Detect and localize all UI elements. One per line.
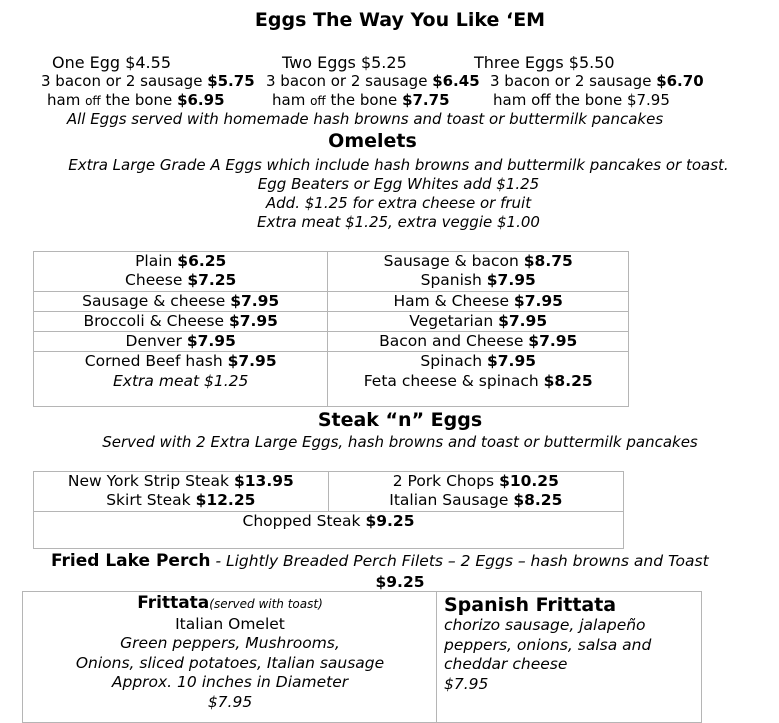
spanish-frittata-line: peppers, onions, salsa and [444, 635, 652, 654]
frittata-line: Green peppers, Mushrooms, [120, 634, 340, 652]
spanish-frittata-title: Spanish Frittata [444, 594, 617, 616]
eggs-note: All Eggs served with homemade hash browns and toast or buttermilk pancakes [66, 110, 664, 128]
table-row [34, 472, 624, 512]
frittata-box [22, 591, 437, 723]
spanish-frittata-line: chorizo sausage, jalapeño [444, 616, 646, 634]
table-row [34, 311, 629, 331]
two-eggs-ham: ham off the bone $7.75 [272, 91, 450, 109]
omelet-cell [328, 352, 629, 407]
perch-line: Fried Lake Perch - Lightly Breaded Perch Filets – 2 Eggs – hash browns and Toast [51, 551, 709, 571]
omelet-cell: Sausage & cheese $7.95 [34, 291, 328, 311]
frittata-name: Italian Omelet [175, 614, 285, 633]
omelets-title: Omelets [328, 130, 417, 152]
omelet-cell [328, 252, 629, 292]
omelet-item: Spanish $7.95 [420, 271, 536, 290]
omelets-table [33, 251, 629, 407]
one-egg-price: One Egg $4.55 [52, 53, 171, 72]
steak-item: Italian Sausage $8.25 [389, 491, 563, 510]
steak-note: Served with 2 Extra Large Eggs, hash browns and toast or buttermilk pancakes [102, 433, 698, 451]
two-eggs-bacon: 3 bacon or 2 sausage $6.45 [266, 72, 480, 90]
frittata-heading: Frittata(served with toast) [137, 593, 323, 613]
frittata-line: Approx. 10 inches in Diameter [111, 673, 349, 691]
omelet-item: Spinach $7.95 [420, 352, 537, 371]
steak-title: Steak “n” Eggs [317, 409, 483, 431]
steak-cell: Chopped Steak $9.25 [34, 511, 624, 548]
table-row [34, 332, 629, 352]
steak-table [33, 471, 624, 549]
omelet-item: Sausage & bacon $8.75 [383, 252, 573, 270]
spanish-frittata-price: $7.95 [444, 674, 489, 693]
spanish-frittata-box [436, 591, 702, 723]
steak-item: Skirt Steak $12.25 [106, 491, 256, 510]
omelets-note-1: Extra Large Grade A Eggs which include hash browns and buttermilk pancakes or toast. [68, 156, 729, 174]
steak-cell [328, 472, 623, 512]
omelets-note-3: Add. $1.25 for extra cheese or fruit [265, 194, 532, 212]
omelet-cell: Broccoli & Cheese $7.95 [34, 311, 328, 331]
steak-item: 2 Pork Chops $10.25 [392, 472, 559, 490]
omelet-cell [34, 252, 328, 292]
omelet-cell: Bacon and Cheese $7.95 [328, 332, 629, 352]
omelets-note-4: Extra meat $1.25, extra veggie $1.00 [257, 213, 540, 231]
omelet-cell [34, 352, 328, 407]
eggs-title: Eggs The Way You Like ‘EM [254, 9, 546, 31]
table-row [34, 291, 629, 311]
one-egg-ham: ham off the bone $6.95 [47, 91, 225, 109]
spanish-frittata-line: cheddar cheese [444, 655, 568, 673]
three-eggs-price: Three Eggs $5.50 [474, 53, 615, 72]
omelet-extra-meat: Extra meat $1.25 [113, 371, 249, 390]
perch-price: $9.25 [375, 573, 425, 591]
omelet-item: Corned Beef hash $7.95 [84, 352, 277, 371]
three-eggs-ham: ham off the bone $7.95 [493, 91, 670, 109]
omelet-item: Plain $6.25 [135, 252, 227, 270]
table-row [34, 352, 629, 407]
one-egg-bacon: 3 bacon or 2 sausage $5.75 [41, 72, 255, 90]
steak-item: New York Strip Steak $13.95 [67, 472, 294, 490]
table-row [34, 252, 629, 292]
frittata-price: $7.95 [207, 692, 253, 711]
steak-cell [34, 472, 329, 512]
frittata-line: Onions, sliced potatoes, Italian sausage [75, 653, 385, 672]
omelet-cell: Denver $7.95 [34, 332, 328, 352]
omelets-note-2: Egg Beaters or Egg Whites add $1.25 [257, 175, 540, 193]
three-eggs-bacon: 3 bacon or 2 sausage $6.70 [490, 72, 704, 90]
omelet-cell: Vegetarian $7.95 [328, 311, 629, 331]
table-row [34, 511, 624, 548]
omelet-cell: Ham & Cheese $7.95 [328, 291, 629, 311]
omelet-item: Feta cheese & spinach $8.25 [363, 371, 593, 390]
omelet-item: Cheese $7.25 [125, 271, 237, 290]
two-eggs-price: Two Eggs $5.25 [282, 53, 407, 72]
